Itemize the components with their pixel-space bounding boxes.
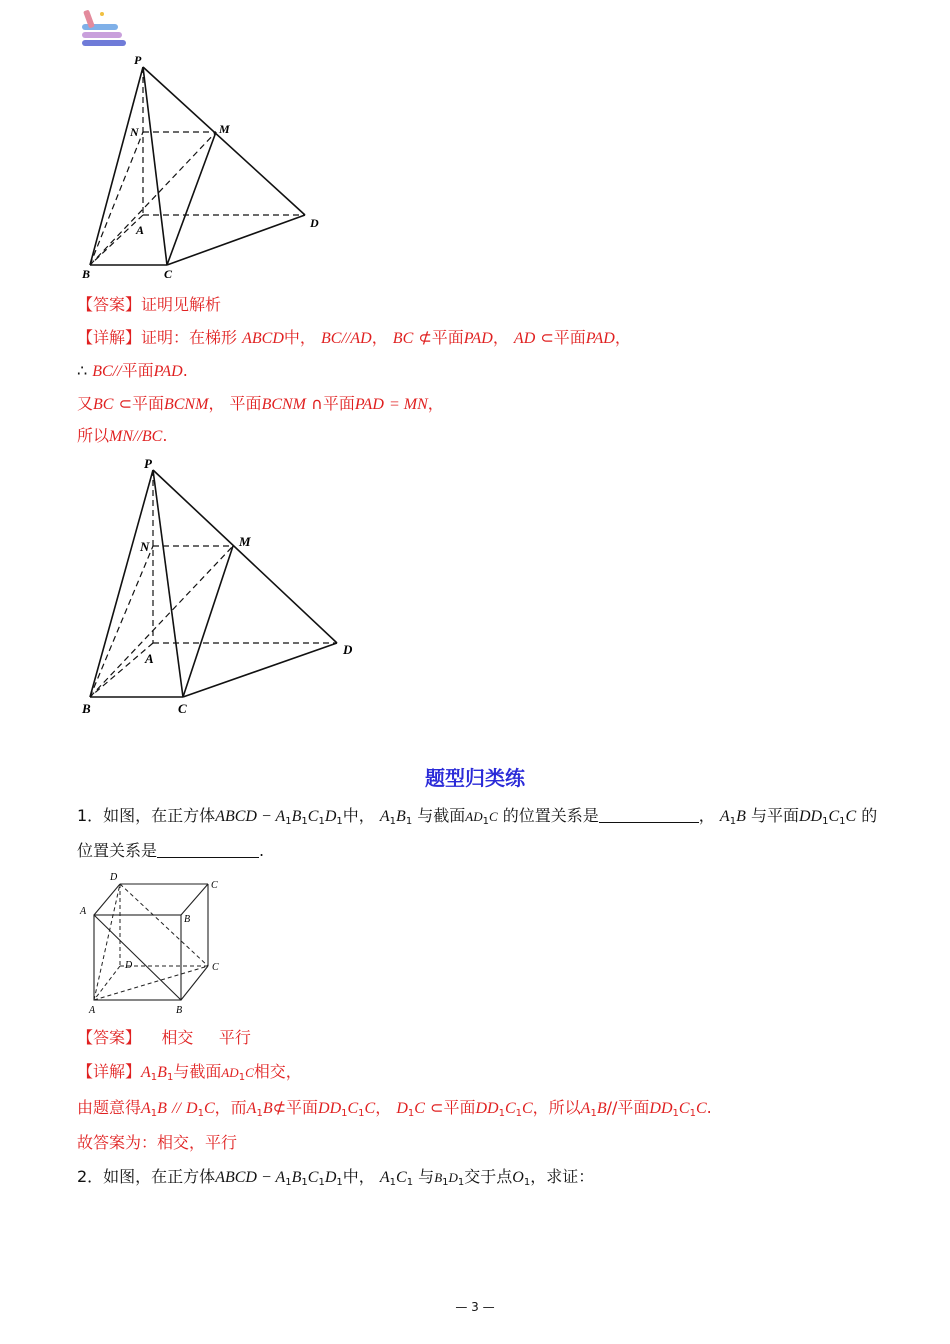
math-c: C xyxy=(828,808,840,825)
math-b: B xyxy=(291,1169,302,1186)
label-M: M xyxy=(239,534,251,549)
period: . xyxy=(162,426,168,445)
detail-1-line-2 xyxy=(77,1097,712,1125)
answer-blank-2[interactable] xyxy=(157,843,259,858)
math-d: D xyxy=(448,1170,458,1185)
math-ad: AD xyxy=(465,809,483,824)
math-pad: PAD xyxy=(463,330,493,347)
label-B: B xyxy=(176,1005,183,1016)
sub1: 1 xyxy=(301,816,308,827)
text-position: 的位置关系是 xyxy=(502,806,599,825)
sub1: 1 xyxy=(341,1108,348,1119)
sub1: 1 xyxy=(238,1072,246,1083)
section-title: 题型归类练 xyxy=(425,766,525,790)
label-A1: A xyxy=(80,906,87,917)
label-C1: C xyxy=(211,880,218,891)
text-zhong: 中， xyxy=(342,1167,375,1186)
math-a: A xyxy=(141,1064,151,1081)
math-b: B xyxy=(596,1100,607,1117)
text-qiuzheng: ，求证： xyxy=(530,1167,595,1186)
text-plane: 平面 xyxy=(553,328,586,347)
math-bc-par: BC// xyxy=(92,363,122,380)
answer-line xyxy=(77,294,221,316)
text-yu: 与截面 xyxy=(173,1062,222,1081)
pyramid-figure-top xyxy=(75,50,335,285)
math-c: C xyxy=(845,808,857,825)
sub1: 1 xyxy=(285,1177,292,1188)
math-bc-par-ad: BC//AD xyxy=(321,330,372,347)
comma: ， xyxy=(371,328,388,347)
subset-symbol: ⊂ xyxy=(118,394,132,413)
sub1: 1 xyxy=(336,816,343,827)
answer-blank-1[interactable] xyxy=(599,808,699,823)
answer-tag: 【答案】 xyxy=(77,1028,142,1047)
math-c: C xyxy=(245,1065,254,1080)
math-cube: ABCD − A xyxy=(215,1169,286,1186)
label-C: C xyxy=(164,267,173,281)
label-N: N xyxy=(130,125,139,139)
sub1: 1 xyxy=(166,1072,174,1083)
sub1: 1 xyxy=(407,1108,415,1119)
math-a: A xyxy=(246,1100,257,1117)
math-bc: BC xyxy=(93,396,114,413)
period: . xyxy=(706,1098,712,1117)
math-ad: AD xyxy=(221,1065,239,1080)
label-P: P xyxy=(134,53,142,67)
question-2-line: 2．如图，在正方体ABCD − $A_1B_1C_1D_1$中， $A_1C_1$ 与$B_1D_1$交于点$O_1$，求证： xyxy=(77,1167,595,1188)
q2-number: 2．如图，在正方体 xyxy=(77,1167,216,1186)
math-a: A xyxy=(379,808,390,825)
math-d: D xyxy=(186,1100,198,1117)
detail-line-2 xyxy=(77,360,188,383)
label-B: B xyxy=(82,267,91,281)
sub1: 1 xyxy=(389,1177,397,1188)
math-d: D xyxy=(324,1169,337,1186)
text-yu-plane: 与平面 xyxy=(750,806,799,825)
detail-intro: 证明：在梯形 xyxy=(141,328,238,347)
sub1: 1 xyxy=(285,816,292,827)
label-N: N xyxy=(140,539,150,554)
sub1: 1 xyxy=(197,1108,204,1119)
math-c: C xyxy=(307,808,319,825)
question-1-line-1 xyxy=(77,805,877,833)
math-a: A xyxy=(379,1169,390,1186)
text-jiao: 交于点 xyxy=(464,1167,513,1186)
math-b: B xyxy=(396,808,406,825)
text-plane: 平面 xyxy=(617,1098,650,1117)
label-D: D xyxy=(125,960,133,971)
sub1: 1 xyxy=(523,1177,531,1188)
sub1: 1 xyxy=(498,1108,505,1119)
detail-tag: 【详解】 xyxy=(77,1062,142,1081)
math-dd: DD xyxy=(318,1100,342,1117)
sub1: 1 xyxy=(318,816,325,827)
sub1: 1 xyxy=(150,1072,158,1083)
comma: ， xyxy=(427,394,444,413)
comma: ， xyxy=(698,806,715,825)
math-c: C xyxy=(307,1169,319,1186)
parallel-symbol: // xyxy=(606,1098,618,1117)
label-D1: D xyxy=(110,872,118,883)
math-c: C xyxy=(347,1100,359,1117)
math-c: C xyxy=(396,1169,407,1186)
math-pad: PAD xyxy=(153,363,183,380)
sub1: 1 xyxy=(405,816,413,827)
not-subset-symbol: ⊄ xyxy=(418,328,432,347)
sub1: 1 xyxy=(839,816,846,827)
label-B1: B xyxy=(184,914,191,925)
math-dd: DD xyxy=(475,1100,499,1117)
sub1: 1 xyxy=(729,816,737,827)
label-P: P xyxy=(144,456,152,471)
therefore-symbol: ∴ xyxy=(77,361,88,380)
sub1: 1 xyxy=(336,1177,343,1188)
label-D: D xyxy=(310,216,319,230)
math-b: B xyxy=(434,1170,443,1185)
label-C: C xyxy=(178,701,187,716)
math-c: C xyxy=(203,1100,215,1117)
detail-1-line-1 xyxy=(77,1061,302,1089)
math-pad: PAD xyxy=(354,396,384,413)
sub1: 1 xyxy=(442,1177,449,1188)
sub1: 1 xyxy=(358,1108,365,1119)
math-dd: DD xyxy=(649,1100,673,1117)
math-mn-par-bc: MN//BC xyxy=(109,428,163,445)
label-A: A xyxy=(136,223,145,237)
comma: ， xyxy=(375,1098,392,1117)
math-cube: ABCD − A xyxy=(215,808,286,825)
math-eq-mn: = MN xyxy=(388,396,428,413)
math-abcd: ABCD xyxy=(242,330,284,347)
answer-value-2: 平行 xyxy=(218,1028,251,1047)
math-c: C xyxy=(364,1100,376,1117)
text-xiangjiao: 相交， xyxy=(253,1062,302,1081)
text-plane: 平面 xyxy=(121,361,154,380)
period: . xyxy=(182,361,188,380)
answer-text: 证明见解析 xyxy=(141,295,222,314)
detail-line-4 xyxy=(77,425,167,448)
page-number: — 3 — xyxy=(455,1300,495,1314)
math-c: C xyxy=(521,1100,533,1117)
detail-line-3 xyxy=(77,393,444,416)
sub1: 1 xyxy=(318,1177,325,1188)
label-B: B xyxy=(82,701,91,716)
text-yu: 与截面 xyxy=(417,806,466,825)
text-plane: 平面 xyxy=(286,1098,319,1117)
sub1: 1 xyxy=(590,1108,597,1119)
label-D: D xyxy=(343,642,353,657)
math-a: A xyxy=(719,808,730,825)
text-er: ，而 xyxy=(214,1098,247,1117)
detail-line-1 xyxy=(77,327,631,350)
math-b: B xyxy=(157,1064,167,1081)
math-c: C xyxy=(695,1100,707,1117)
text-suoyi: ，所以 xyxy=(532,1098,581,1117)
not-subset-symbol: ⊄ xyxy=(272,1098,286,1117)
comma: ， xyxy=(492,328,509,347)
answer-1-line xyxy=(77,1027,251,1049)
question-1-line-2 xyxy=(77,840,264,862)
sub1: 1 xyxy=(515,1108,522,1119)
text-zhong: 中， xyxy=(342,806,375,825)
pyramid-figure-bottom xyxy=(75,450,365,725)
intersect-symbol: ∩ xyxy=(311,394,323,413)
text-you: 又 xyxy=(77,394,94,413)
math-c: C xyxy=(414,1100,425,1117)
parallel-symbol: // xyxy=(172,1100,181,1117)
sub1: 1 xyxy=(256,1108,263,1119)
period: . xyxy=(259,841,265,860)
sub1: 1 xyxy=(689,1108,696,1119)
sub1: 1 xyxy=(822,816,829,827)
text-de: 的 xyxy=(861,806,878,825)
math-a: A xyxy=(141,1100,151,1117)
text-plane: 平面 xyxy=(131,394,164,413)
comma: ， xyxy=(208,394,225,413)
label-M: M xyxy=(219,122,230,136)
text-youtiyi: 由题意得 xyxy=(77,1098,142,1117)
sub1: 1 xyxy=(150,1108,158,1119)
detail-1-line-3: 故答案为：相交，平行 xyxy=(77,1133,238,1152)
header-decoration-icon xyxy=(78,8,130,50)
q1-number: 1．如图，在正方体 xyxy=(77,806,216,825)
math-b: B xyxy=(291,808,302,825)
text-plane: 平面 xyxy=(322,394,355,413)
math-a: A xyxy=(580,1100,591,1117)
math-b: B xyxy=(736,808,746,825)
label-A: A xyxy=(89,1005,96,1016)
math-bc: BC xyxy=(392,330,414,347)
math-c: C xyxy=(489,809,498,824)
answer-value-1: 相交 xyxy=(161,1028,194,1047)
math-c: C xyxy=(678,1100,690,1117)
sub1: 1 xyxy=(406,1177,414,1188)
text-plane: 平面 xyxy=(229,394,262,413)
math-dd: DD xyxy=(798,808,823,825)
text-zhong: 中， xyxy=(283,328,316,347)
cube-figure xyxy=(75,868,235,1018)
math-c: C xyxy=(504,1100,516,1117)
answer-tag: 【答案】 xyxy=(77,295,142,314)
sub1: 1 xyxy=(301,1177,308,1188)
math-pad: PAD xyxy=(585,330,615,347)
comma: ， xyxy=(614,328,631,347)
subset-symbol: ⊂ xyxy=(540,328,554,347)
text-plane: 平面 xyxy=(443,1098,476,1117)
subset-symbol: ⊂ xyxy=(430,1098,444,1117)
text-position-2: 位置关系是 xyxy=(77,841,158,860)
sub1: 1 xyxy=(389,816,397,827)
label-A: A xyxy=(145,651,154,666)
label-C: C xyxy=(212,962,219,973)
text-suoyi: 所以 xyxy=(77,426,110,445)
math-d: D xyxy=(396,1100,408,1117)
math-bcnm: BCNM xyxy=(261,396,307,413)
detail-tag: 【详解】 xyxy=(77,328,142,347)
math-bcnm: BCNM xyxy=(163,396,209,413)
math-b: B xyxy=(157,1100,167,1117)
sub1: 1 xyxy=(672,1108,679,1119)
math-b: B xyxy=(262,1100,273,1117)
math-d: D xyxy=(324,808,337,825)
text-plane: 平面 xyxy=(431,328,464,347)
sub1: 1 xyxy=(482,816,490,827)
sub1: 1 xyxy=(457,1177,465,1188)
math-ad: AD xyxy=(513,330,536,347)
